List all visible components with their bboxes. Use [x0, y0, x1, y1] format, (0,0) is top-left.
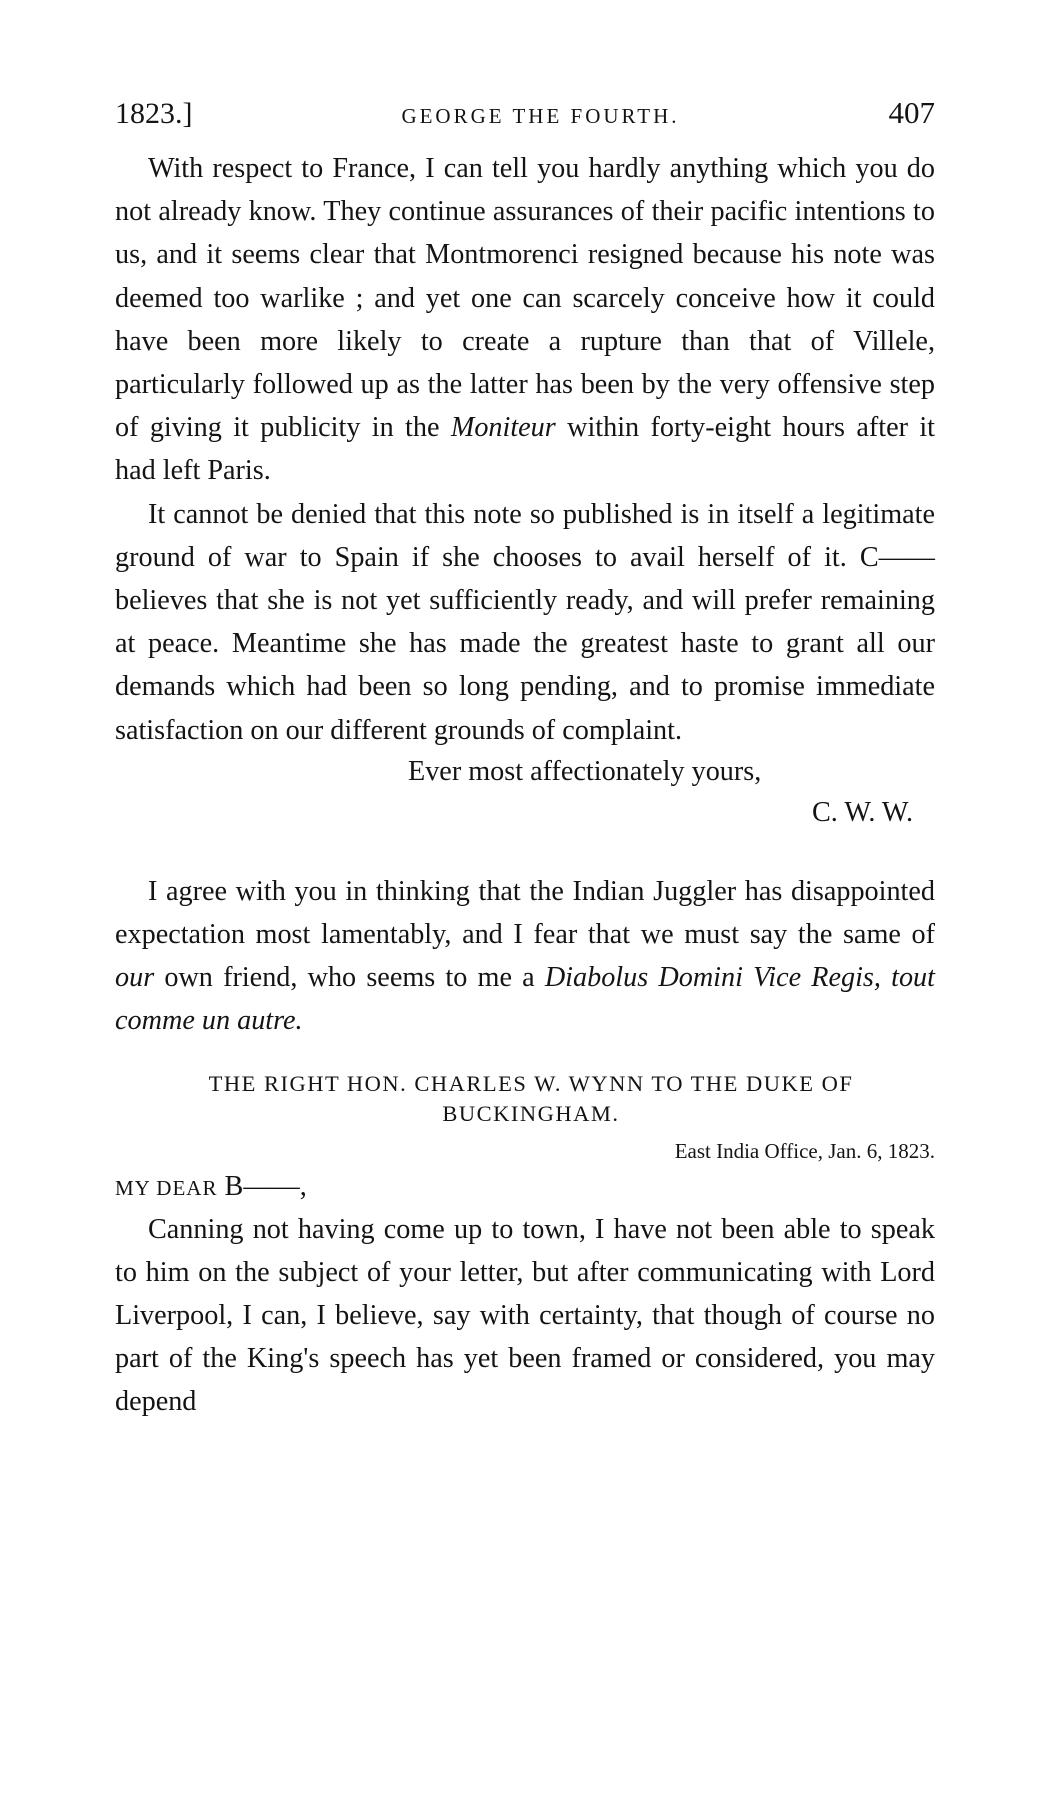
letter2-paragraph-1: Canning not having come up to town, I have not been able to speak to him on the subject of your letter, but after communicating with Lord Liverpool, I can, I believe, say with certainty, that though of course no part of the King's speech has yet been framed or considered, you may depend [115, 1213, 935, 1418]
dateline: East India Office, Jan. 6, 1823. [674, 1138, 935, 1163]
running-head-title: GEORGE THE FOURTH. [401, 104, 680, 128]
italic-latin-phrase: Diabolus Domini Vice Regis, tout comme un autre. [115, 962, 935, 1037]
running-head-year: 1823.] [115, 97, 193, 130]
paragraph-text: within forty-eight hours after it had left Paris. [115, 412, 935, 487]
italic-moniteur: Moniteur [450, 412, 556, 444]
signature: C. W. W. [811, 796, 913, 828]
book-page [115, 95, 935, 1424]
letter-heading: THE RIGHT HON. CHARLES W. WYNN TO THE DUKE OF BUCKINGHAM. [208, 1070, 854, 1126]
italic-our: our [115, 962, 155, 994]
paragraph-text: With respect to France, I can tell you hardly anything which you do not already know. They continue assurances of their pacific intentions to us, and it seems clear that Montmorenci resigned because his note was deemed too warlike ; and yet one can scarcely conceive how it could have been more likely to create a rupture than that of Villele, particularly followed up as the latter has been by the very offensive step of giving it publicity in the [115, 153, 935, 444]
salutation-name: B——, [217, 1170, 307, 1202]
paragraph-text: own friend, who seems to me a [154, 962, 545, 994]
salutation-small-caps: MY DEAR [115, 1175, 218, 1200]
spacer [115, 834, 935, 870]
running-head [115, 95, 935, 147]
valediction: Ever most affectionately yours, [408, 755, 762, 787]
postscript-paragraph [115, 870, 935, 1043]
page-number: 407 [888, 95, 935, 130]
paragraph-text: I agree with you in thinking that the Indian Juggler has disappointed expectation most lamentably, and I fear that we must say the same of [115, 875, 935, 951]
letter1-paragraph-2: It cannot be denied that this note so published is in itself a legitimate ground of war to Spain if she chooses to avail herself of it. C—— believes that she is not yet sufficiently ready, and will prefer remaining at peace. Meantime she has made the greatest haste to grant all our demands which had been so long pending, and to promise immediate satisfaction on our different grounds of complaint. [115, 498, 935, 746]
letter1-paragraph-1 [115, 147, 935, 493]
salutation [115, 1167, 935, 1208]
